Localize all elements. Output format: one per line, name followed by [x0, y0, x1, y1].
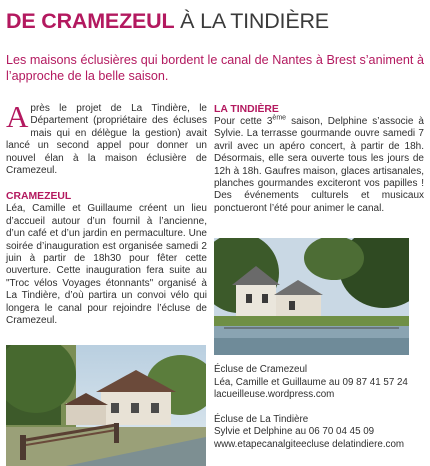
right-column	[214, 103, 424, 215]
heading-cramezeul: CRAMEZEUL	[6, 191, 72, 203]
contact-block	[214, 364, 428, 452]
contact-tindiere-name: Écluse de La Tindière	[214, 413, 309, 425]
intro-paragraph	[6, 99, 207, 177]
cramezeul-paragraph: Léa, Camille et Guillaume créent un lieu d’accueil autour d’un fournil à l’ancienne, d’un café et d’un jardin en permaculture. Une soirée d’inauguration est organisée samedi 2 juin à partir de 18h30 pour fêter cette ouverture. Cette inauguration fera suite au "Troc vélos Voyages étonnants" organisé à La Tindière, d’où partira un convoi vélo qui longera le canal pour rejoindre l’écluse de Cramezeul.	[6, 203, 207, 327]
superscript-eme: ème	[272, 114, 287, 122]
left-column	[6, 99, 207, 328]
contact-tindiere-website[interactable]: www.etapecanalgiteecluse delatindiere.com	[214, 438, 405, 450]
title-part-1: DE CRAMEZEUL	[6, 9, 175, 33]
intro-text: près le projet de La Tindière, le Département (propriétaire des écluses mais qui en délègue la gestion) avait lancé un second appel pour donner un nouvel élan à la maison éclusière de Cramezeul.	[6, 103, 207, 177]
photo-cramezeul-lock	[6, 345, 206, 466]
contact-tindiere-phone: Sylvie et Delphine au 06 70 04 45 09	[214, 426, 375, 438]
contact-cramezeul-name: Écluse de Cramezeul	[214, 364, 308, 375]
contact-cramezeul-website[interactable]: lacueilleuse.wordpress.com	[214, 389, 335, 401]
cramezeul-photo-illustration	[6, 345, 206, 466]
photo-la-tindiere-lock	[214, 238, 409, 355]
article-lede: Les maisons éclusières qui bordent le canal de Nantes à Brest s’animent à l’approche de la belle saison.	[6, 53, 424, 83]
heading-la-tindiere: LA TINDIÈRE	[214, 104, 279, 115]
tindiere-paragraph: Pour cette 3ème saison, Delphine s’associe à Sylvie. La terrasse gourmande ouvre samedi 7 avril avec un apéro concert, à partir de 18h. Désormais, elle sera ouverte tous les jours de 12h à 18h. Gaufres maison, glaces artisanales, planches gourmandes exciteront vos papilles ! Des événements culturels et musicaux ponctueront l’été pour animer le canal.	[214, 114, 424, 214]
tindiere-photo-illustration	[214, 238, 409, 355]
contact-cramezeul-phone: Léa, Camille et Guillaume au 09 87 41 57 24	[214, 376, 408, 388]
title-part-2: À LA TINDIÈRE	[174, 9, 329, 33]
article-title	[6, 8, 426, 34]
drop-cap: A	[6, 99, 29, 134]
